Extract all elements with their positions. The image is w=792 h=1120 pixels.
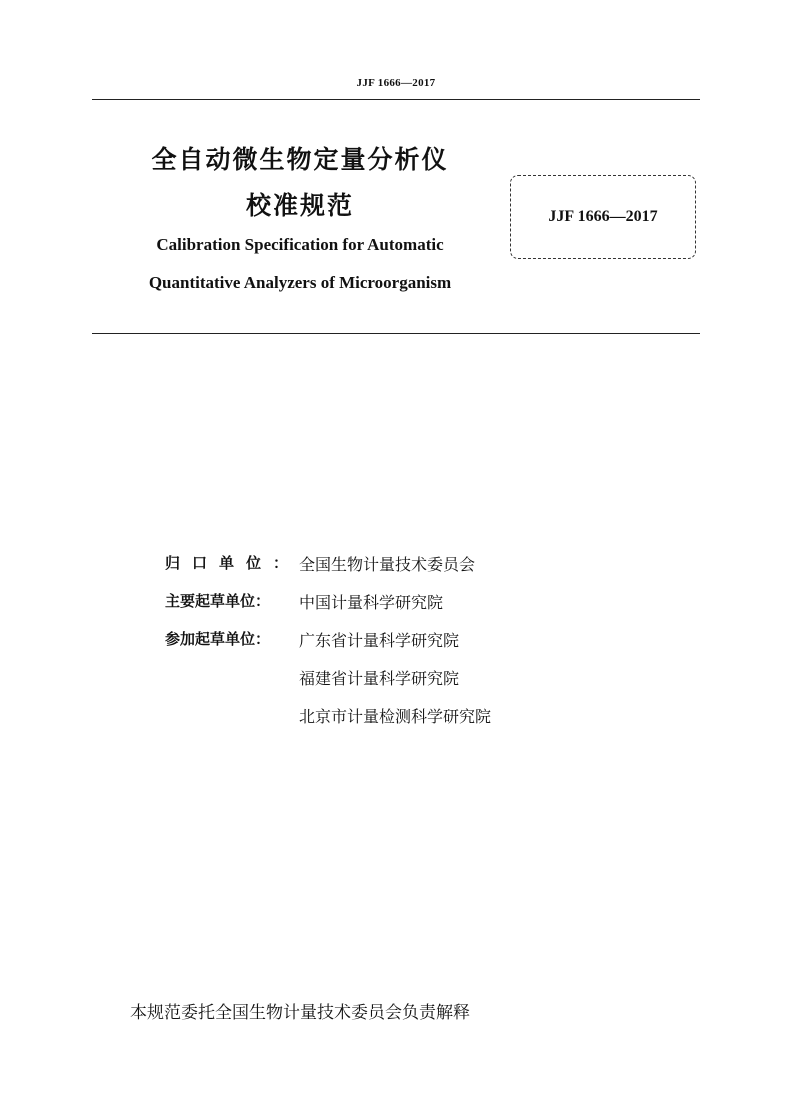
middle-divider bbox=[92, 333, 700, 334]
main-drafting-unit-value: 中国计量科学研究院 bbox=[299, 593, 444, 612]
top-divider bbox=[92, 99, 700, 100]
title-english-line-1: Calibration Specification for Automatic bbox=[156, 235, 444, 254]
responsible-unit-value: 全国生物计量技术委员会 bbox=[299, 555, 476, 574]
document-code-box bbox=[510, 175, 696, 259]
title-chinese-line-2: 校准规范 bbox=[245, 191, 354, 220]
document-code-box-text: JJF 1666—2017 bbox=[548, 208, 658, 225]
title-chinese-line-1: 全自动微生物定量分析仪 bbox=[151, 145, 449, 174]
title-english-line-2: Quantitative Analyzers of Microorganism bbox=[148, 273, 452, 292]
interpretation-note: 本规范委托全国生物计量技术委员会负责解释 bbox=[130, 1003, 470, 1023]
participating-unit-value: 广东省计量科学研究院 bbox=[299, 631, 460, 650]
header-document-code: JJF 1666—2017 bbox=[356, 77, 436, 89]
participating-unit-value: 北京市计量检测科学研究院 bbox=[299, 707, 492, 726]
responsible-unit-label: 归口单位： bbox=[165, 554, 301, 572]
main-drafting-unit-label: 主要起草单位： bbox=[165, 592, 271, 610]
participating-unit-label: 参加起草单位： bbox=[165, 630, 271, 648]
participating-unit-value: 福建省计量科学研究院 bbox=[299, 669, 460, 688]
